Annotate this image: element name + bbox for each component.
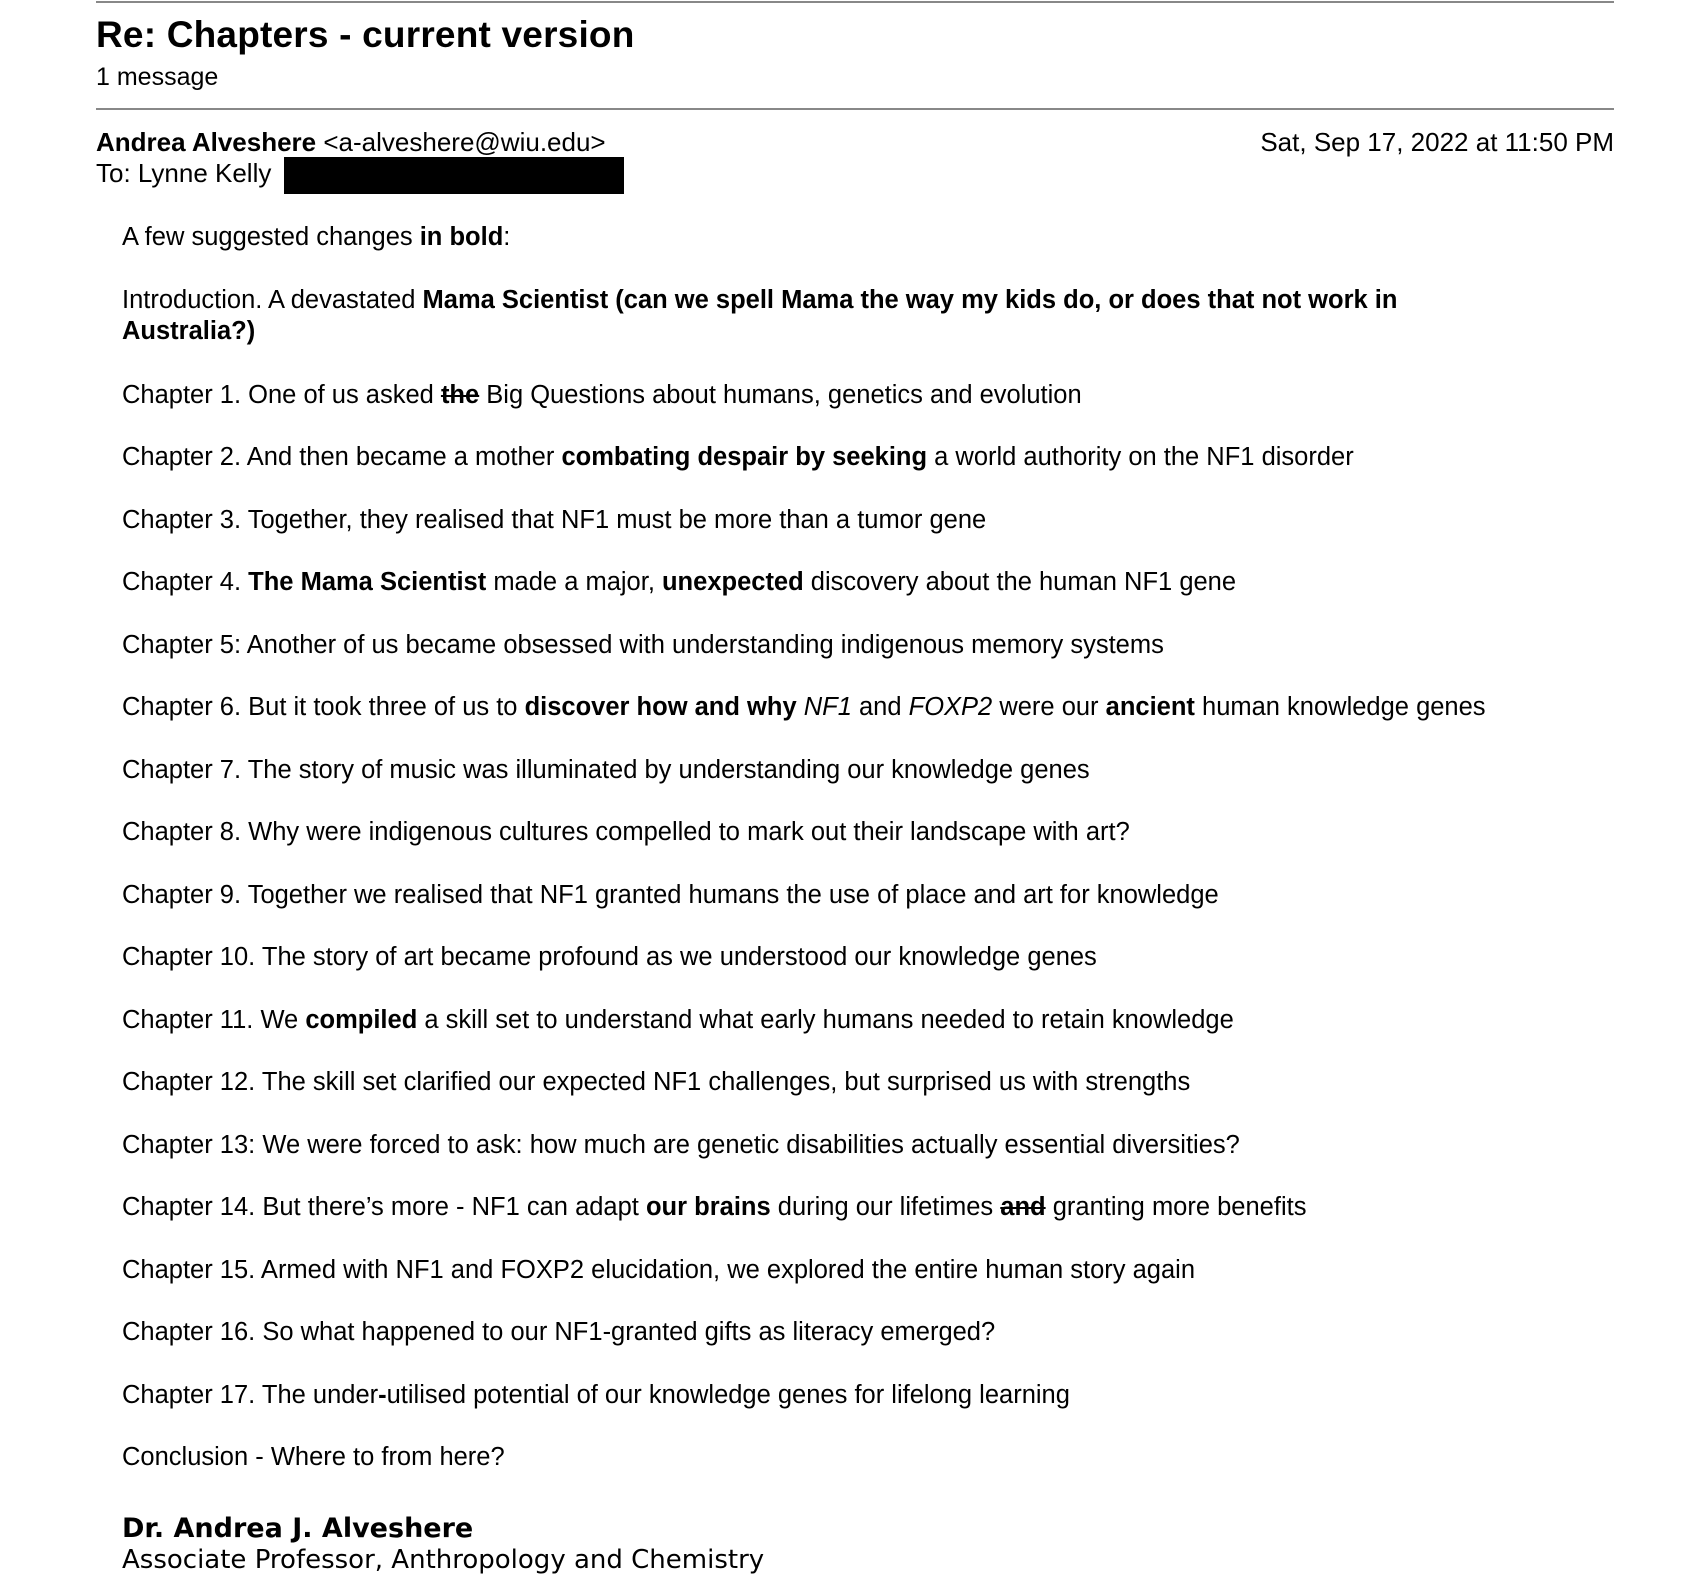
redacted-recipient-email (284, 157, 624, 194)
chapter-11: Chapter 11. We compiled a skill set to understand what early humans needed to retain knowledge (122, 1006, 1234, 1034)
chapter-17: Chapter 17. The under-utilised potential of our knowledge genes for lifelong learning (122, 1381, 1070, 1409)
signature-name: Dr. Andrea J. Alveshere (122, 1513, 474, 1544)
top-divider (96, 1, 1614, 3)
signature-title: Associate Professor, Anthropology and Chemistry (122, 1545, 765, 1575)
chapter-4: Chapter 4. The Mama Scientist made a major, unexpected discovery about the human NF1 gene (122, 568, 1237, 596)
header-divider (96, 108, 1614, 110)
message-count: 1 message (96, 63, 219, 91)
chapter-1: Chapter 1. One of us asked the Big Questions about humans, genetics and evolution (122, 381, 1082, 409)
sender-email[interactable]: <a-alveshere@wiu.edu> (323, 127, 606, 157)
chapter-3: Chapter 3. Together, they realised that NF1 must be more than a tumor gene (122, 506, 987, 534)
chapter-13: Chapter 13: We were forced to ask: how much are genetic disabilities actually essential diversities? (122, 1131, 1240, 1159)
sender-line (96, 127, 606, 158)
chapter-10: Chapter 10. The story of art became profound as we understood our knowledge genes (122, 943, 1097, 971)
chapter-2: Chapter 2. And then became a mother combating despair by seeking a world authority on the NF1 disorder (122, 443, 1354, 471)
introduction-line: Introduction. A devastated Mama Scientist (can we spell Mama the way my kids do, or does that not work in Australia?) (122, 286, 1398, 345)
chapter-16: Chapter 16. So what happened to our NF1-granted gifts as literacy emerged? (122, 1318, 996, 1346)
chapter-12: Chapter 12. The skill set clarified our expected NF1 challenges, but surprised us with strengths (122, 1068, 1191, 1096)
sent-date: Sat, Sep 17, 2022 at 11:50 PM (1260, 127, 1614, 157)
chapter-15: Chapter 15. Armed with NF1 and FOXP2 elucidation, we explored the entire human story again (122, 1256, 1196, 1284)
conclusion-line: Conclusion - Where to from here? (122, 1443, 505, 1471)
recipient-line: To: Lynne Kelly (96, 158, 272, 188)
chapter-5: Chapter 5: Another of us became obsessed with understanding indigenous memory systems (122, 631, 1164, 659)
chapter-9: Chapter 9. Together we realised that NF1 granted humans the use of place and art for knowledge (122, 881, 1219, 909)
sender-name: Andrea Alveshere (96, 127, 317, 157)
chapter-8: Chapter 8. Why were indigenous cultures compelled to mark out their landscape with art? (122, 818, 1130, 846)
intro-line: A few suggested changes in bold: (122, 223, 511, 251)
chapter-14: Chapter 14. But there’s more - NF1 can adapt our brains during our lifetimes and granting more benefits (122, 1193, 1307, 1221)
chapter-7: Chapter 7. The story of music was illuminated by understanding our knowledge genes (122, 756, 1090, 784)
email-subject: Re: Chapters - current version (96, 14, 635, 55)
chapter-6: Chapter 6. But it took three of us to discover how and why NF1 and FOXP2 were our ancient human knowledge genes (122, 693, 1486, 721)
